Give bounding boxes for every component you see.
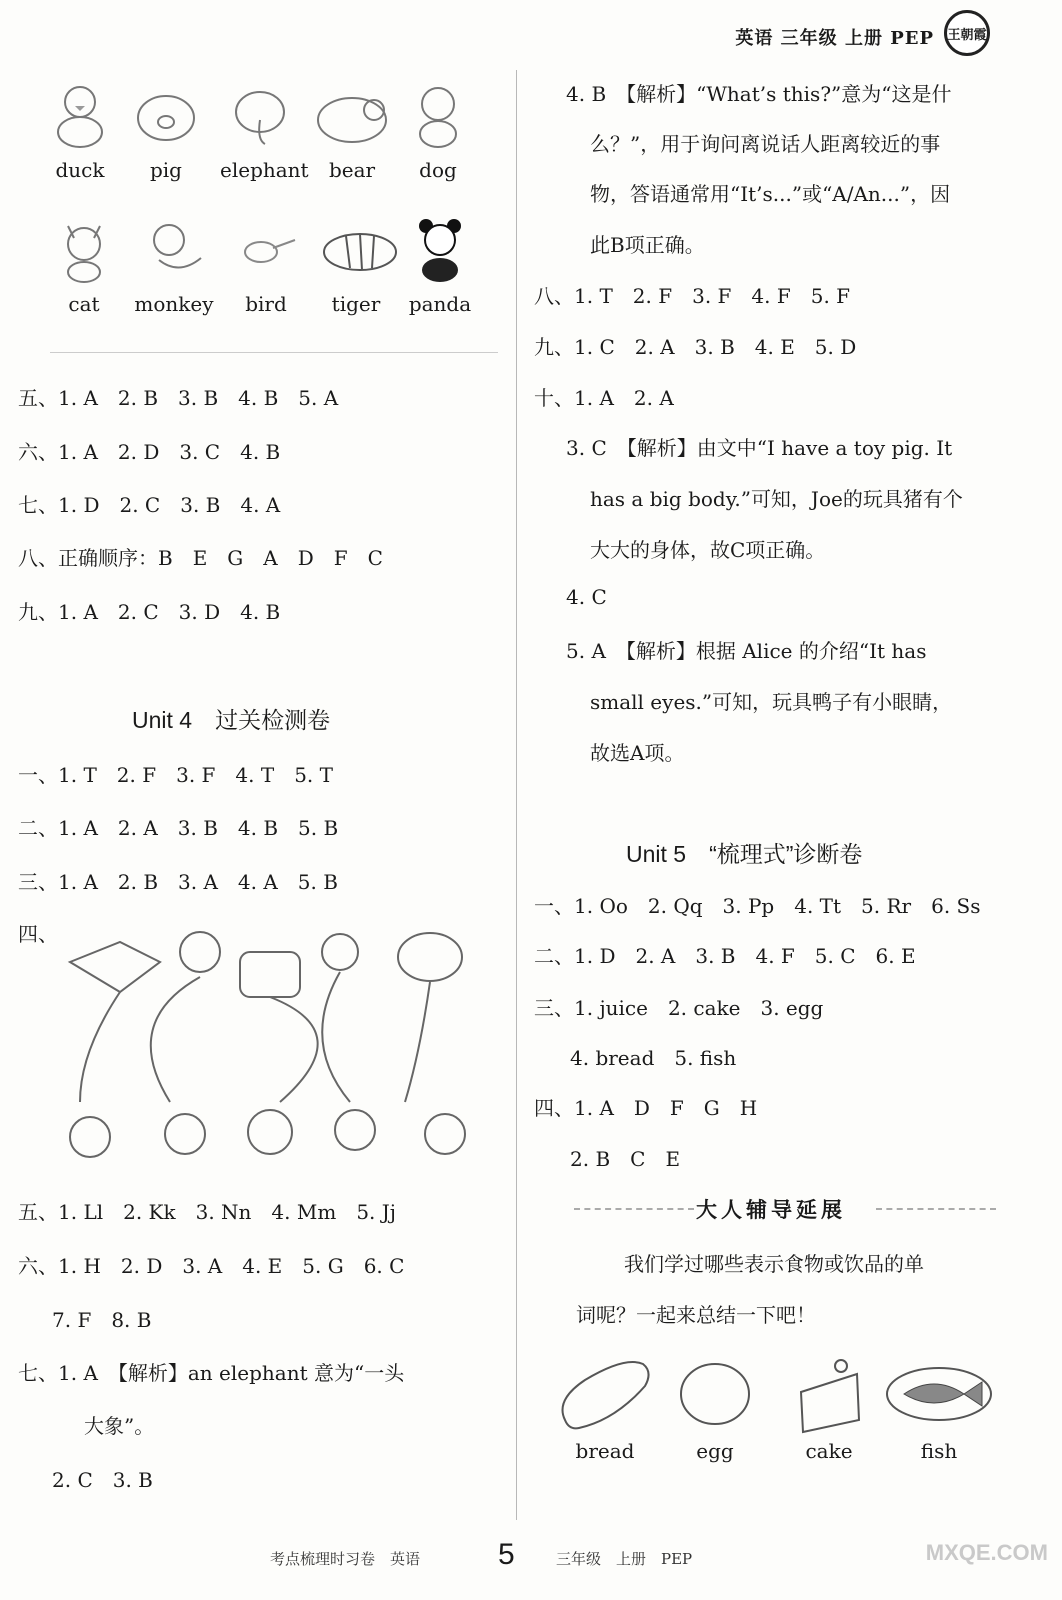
animal-label: monkey	[134, 292, 214, 316]
answer-line: 2. C 3. B	[52, 1468, 153, 1492]
animal-label: tiger	[331, 292, 381, 316]
answer-line: 七、1. A 【解析】an elephant 意为“一头	[18, 1361, 405, 1385]
cake-icon	[779, 1350, 879, 1434]
answer-line: 4. B 【解析】“What’s this?”意为“这是什	[566, 82, 952, 106]
animal-label: duck	[55, 158, 105, 182]
animal-monkey	[134, 214, 214, 316]
duck-icon	[50, 80, 110, 150]
elephant-icon	[227, 80, 293, 150]
answer-line: 三、1. A 2. B 3. A 4. A 5. B	[18, 870, 338, 894]
extension-text: 我们学过哪些表示食物或饮品的单	[624, 1252, 924, 1276]
food-label: egg	[696, 1439, 734, 1463]
animal-label: panda	[408, 292, 472, 316]
animal-cat	[44, 214, 124, 316]
answer-line: 四、1. A D F G H	[534, 1096, 758, 1120]
bird-icon	[231, 214, 301, 284]
animal-label: pig	[149, 158, 182, 182]
monkey-icon	[139, 214, 209, 284]
publisher-logo: 王朝霞	[944, 10, 990, 56]
fish-icon	[884, 1350, 994, 1434]
answer-line: 大大的身体，故C项正确。	[590, 538, 826, 562]
unit4-title: Unit 4 过关检测卷	[132, 707, 331, 733]
answer-line: 一、1. Oo 2. Qq 3. Pp 4. Tt 5. Rr 6. Ss	[534, 894, 981, 918]
animal-label: bird	[245, 292, 287, 316]
answer-line: 一、1. T 2. F 3. F 4. T 5. T	[18, 763, 333, 787]
answer-line: 2. B C E	[570, 1147, 681, 1171]
page-number: 5	[498, 1538, 515, 1571]
pig-icon	[133, 80, 199, 150]
answer-line: 故选A项。	[590, 741, 685, 765]
answer-line: 八、1. T 2. F 3. F 4. F 5. F	[534, 284, 851, 308]
bread-icon	[555, 1350, 655, 1434]
answer-line: 四、	[18, 922, 58, 946]
food-bread	[550, 1350, 660, 1463]
answer-line: 二、1. D 2. A 3. B 4. F 5. C 6. E	[534, 944, 916, 968]
answer-line: 此B项正确。	[590, 233, 705, 257]
food-label: fish	[920, 1439, 958, 1463]
elephant-kite	[398, 933, 462, 981]
answer-line: 六、1. A 2. D 3. C 4. B	[18, 440, 281, 464]
bear-icon	[314, 80, 390, 150]
dog-icon	[408, 80, 468, 150]
answer-line: has a big body.”可知，Joe的玩具猪有个	[590, 487, 963, 511]
food-label: cake	[805, 1439, 853, 1463]
animal-bear	[312, 80, 392, 182]
animal-elephant	[220, 80, 309, 182]
food-label: bread	[575, 1439, 635, 1463]
answer-line: 九、1. A 2. C 3. D 4. B	[18, 600, 281, 624]
watermark: MXQE.COM	[925, 1540, 1048, 1565]
tiger-icon	[316, 214, 400, 284]
section-divider	[50, 352, 498, 353]
answer-line: 三、1. juice 2. cake 3. egg	[534, 996, 824, 1020]
column-divider	[516, 70, 517, 1520]
animal-pig	[126, 80, 206, 182]
egg-icon	[665, 1350, 765, 1434]
answer-line: 4. C	[566, 585, 607, 609]
animal-panda	[400, 214, 480, 316]
dashed-rule	[876, 1208, 996, 1210]
animal-label: dog	[419, 158, 457, 182]
answer-line: 大象”。	[84, 1414, 155, 1438]
monkey-kite	[322, 934, 358, 970]
answer-line: 八、正确顺序：B E G A D F C	[18, 546, 383, 570]
unit5-title: Unit 5 “梳理式”诊断卷	[626, 841, 863, 867]
animal-tiger	[316, 214, 396, 316]
answer-line: 3. C 【解析】由文中“I have a toy pig. It	[566, 436, 953, 460]
food-egg	[660, 1350, 770, 1463]
kite-shape	[70, 942, 160, 992]
panda-icon	[410, 214, 470, 284]
animal-label: elephant	[220, 158, 309, 182]
footer-right: 三年级 上册 PEP	[556, 1550, 693, 1568]
page-header: 英语 三年级 上册 PEP	[735, 28, 934, 49]
answer-line: 十、1. A 2. A	[534, 386, 674, 410]
answer-line: 二、1. A 2. A 3. B 4. B 5. B	[18, 816, 339, 840]
footer-left: 考点梳理时习卷 英语	[270, 1550, 421, 1568]
answer-line: 五、1. A 2. B 3. B 4. B 5. A	[18, 386, 339, 410]
animal-bird	[226, 214, 306, 316]
dashed-rule	[574, 1208, 694, 1210]
answer-line: 六、1. H 2. D 3. A 4. E 5. G 6. C	[18, 1254, 405, 1278]
animal-label: bear	[328, 158, 376, 182]
animal-dog	[398, 80, 478, 182]
answer-line: 7. F 8. B	[52, 1308, 152, 1332]
food-fish	[884, 1350, 994, 1463]
answer-line: 5. A 【解析】根据 Alice 的介绍“It has	[566, 639, 927, 663]
kite-matching-illustration	[60, 922, 480, 1172]
extension-text: 词呢？一起来总结一下吧！	[576, 1303, 816, 1327]
answer-line: 么？”，用于询问离说话人距离较近的事	[590, 132, 941, 156]
extension-title: 大人辅导延展	[696, 1199, 846, 1222]
answer-line: 物，答语通常用“It’s...”或“A/An...”，因	[590, 182, 951, 206]
cat-icon	[54, 214, 114, 284]
panda-kite	[180, 932, 220, 972]
answer-line: 五、1. Ll 2. Kk 3. Nn 4. Mm 5. Jj	[18, 1200, 396, 1224]
tiger-kite	[240, 952, 300, 997]
answer-line: 七、1. D 2. C 3. B 4. A	[18, 493, 281, 517]
answer-line: 4. bread 5. fish	[570, 1046, 737, 1070]
answer-line: small eyes.”可知，玩具鸭子有小眼睛，	[590, 690, 953, 714]
food-cake	[774, 1350, 884, 1463]
animal-label: cat	[68, 292, 100, 316]
answer-line: 九、1. C 2. A 3. B 4. E 5. D	[534, 335, 857, 359]
animal-duck	[40, 80, 120, 182]
